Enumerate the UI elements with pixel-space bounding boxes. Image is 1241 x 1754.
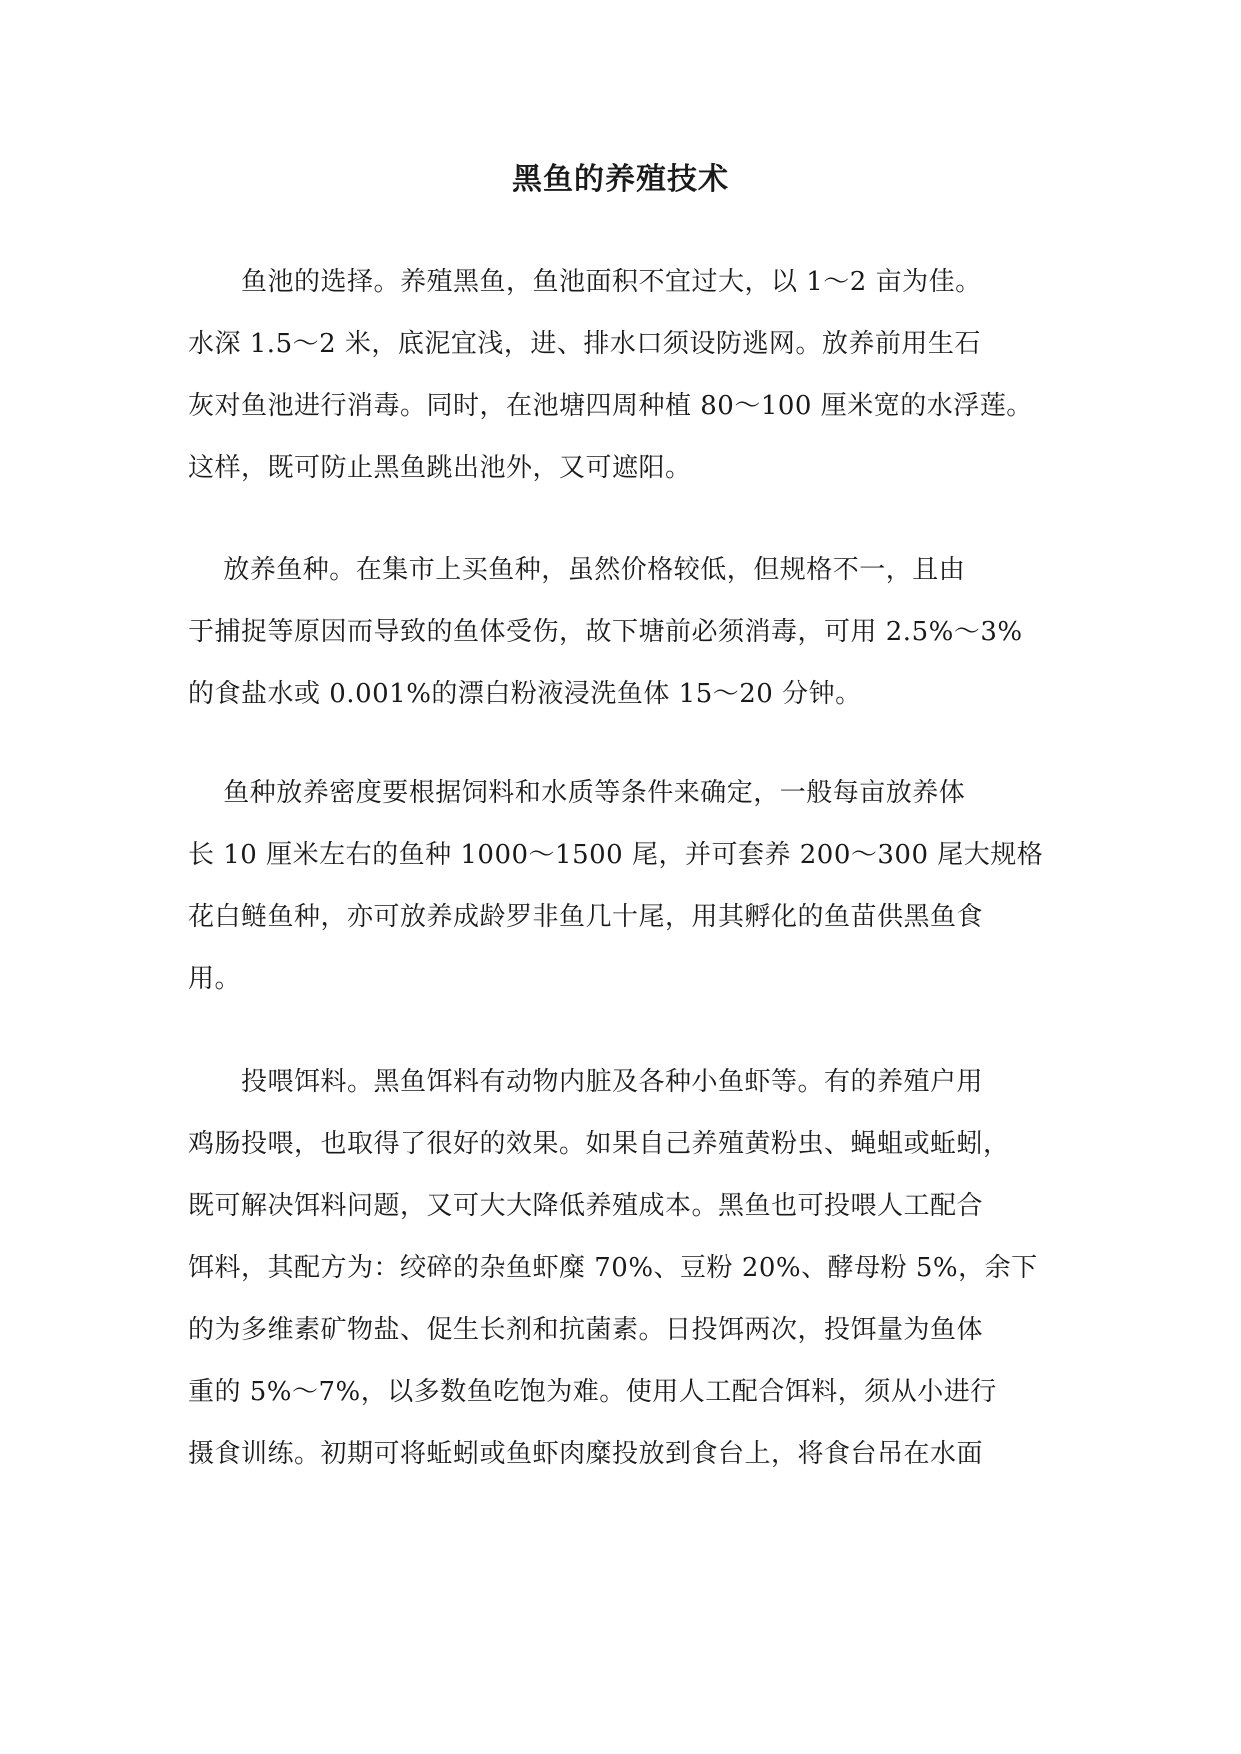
text-line: 鱼池的选择。养殖黑鱼，鱼池面积不宜过大，以 1～2 亩为佳。 xyxy=(188,267,982,297)
paragraph-pond-selection xyxy=(188,251,1066,499)
text-line: 饵料，其配方为：绞碎的杂鱼虾糜 70%、豆粉 20%、酵母粉 5%，余下 xyxy=(188,1253,1038,1283)
paragraph-feeding xyxy=(188,1051,1066,1485)
text-line: 的为多维素矿物盐、促生长剂和抗菌素。日投饵两次，投饵量为鱼体 xyxy=(188,1315,984,1345)
text-line: 既可解决饵料问题，又可大大降低养殖成本。黑鱼也可投喂人工配合 xyxy=(188,1191,984,1221)
text-line: 灰对鱼池进行消毒。同时，在池塘四周种植 80～100 厘米宽的水浮莲。 xyxy=(188,391,1033,421)
text-line: 放养鱼种。在集市上买鱼种，虽然价格较低，但规格不一，且由 xyxy=(188,555,966,585)
text-line: 于捕捉等原因而导致的鱼体受伤，故下塘前必须消毒，可用 2.5%～3% xyxy=(188,617,1023,647)
text-line: 鸡肠投喂，也取得了很好的效果。如果自己养殖黄粉虫、蝇蛆或蚯蚓， xyxy=(188,1129,1010,1159)
text-line: 鱼种放养密度要根据饲料和水质等条件来确定，一般每亩放养体 xyxy=(188,778,966,808)
text-line: 这样，既可防止黑鱼跳出池外，又可遮阳。 xyxy=(188,453,692,483)
text-line: 摄食训练。初期可将蚯蚓或鱼虾肉糜投放到食台上，将食台吊在水面 xyxy=(188,1439,984,1469)
text-line: 水深 1.5～2 米，底泥宜浅，进、排水口须设防逃网。放养前用生石 xyxy=(188,329,981,359)
text-line: 投喂饵料。黑鱼饵料有动物内脏及各种小鱼虾等。有的养殖户用 xyxy=(188,1067,984,1097)
text-line: 重的 5%～7%，以多数鱼吃饱为难。使用人工配合饵料，须从小进行 xyxy=(188,1377,997,1407)
text-line: 用。 xyxy=(188,964,242,994)
text-line: 花白鲢鱼种，亦可放养成龄罗非鱼几十尾，用其孵化的鱼苗供黑鱼食 xyxy=(188,902,984,932)
paragraph-stocking-fingerlings xyxy=(188,539,1066,725)
paragraph-stocking-density xyxy=(188,762,1066,1010)
document-title: 黑鱼的养殖技术 xyxy=(512,162,729,197)
text-line: 长 10 厘米左右的鱼种 1000～1500 尾，并可套养 200～300 尾大规格 xyxy=(188,840,1044,870)
text-line: 的食盐水或 0.001%的漂白粉液浸洗鱼体 15～20 分钟。 xyxy=(188,679,862,709)
